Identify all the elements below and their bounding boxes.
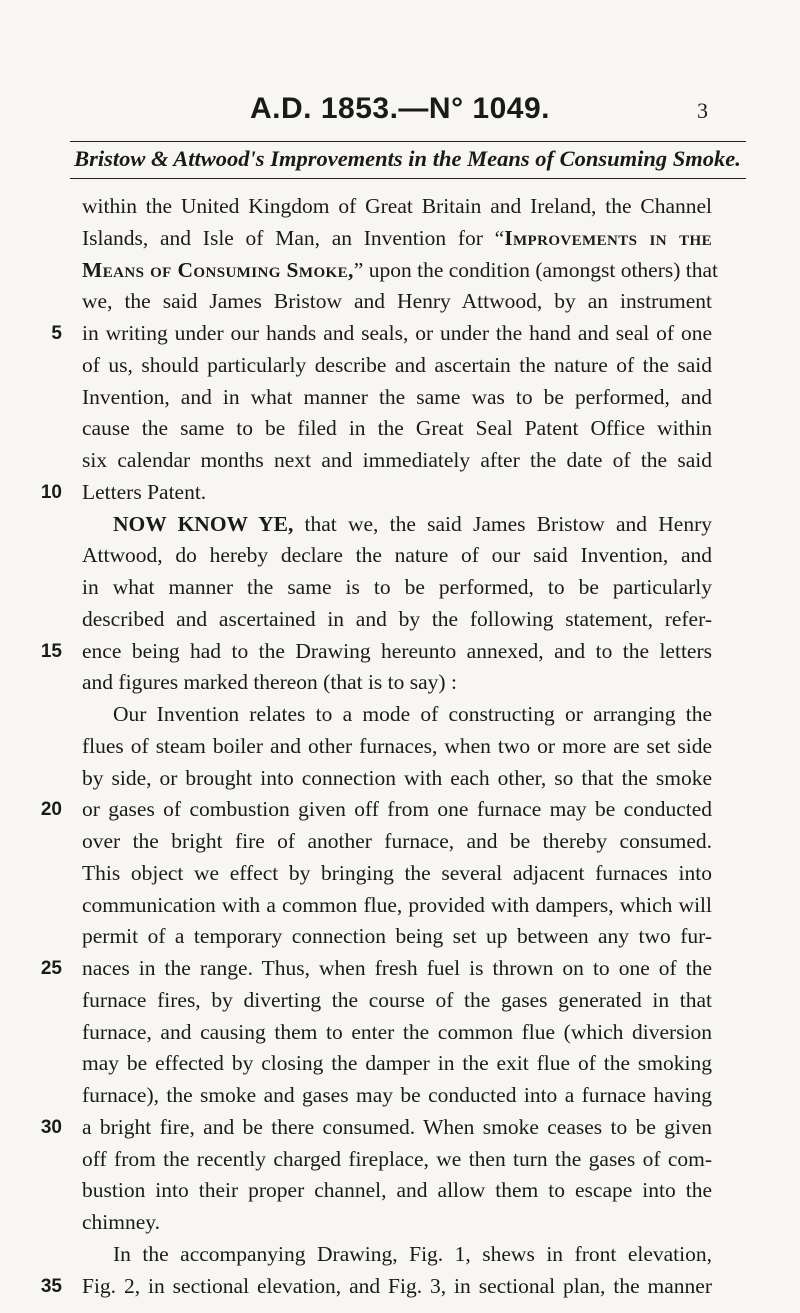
margin-line-number: 30	[40, 1116, 62, 1138]
line-text	[82, 223, 712, 255]
text-line	[0, 890, 800, 922]
now-know-ye-lead: NOW KNOW YE,	[113, 511, 294, 536]
text-line	[0, 763, 800, 795]
line-text: furnace), the smoke and gases may be conducted into a furnace having	[82, 1083, 712, 1107]
text-line	[0, 540, 800, 572]
header-rule-bottom	[70, 178, 746, 179]
page-number: 3	[697, 98, 708, 123]
margin-line-number: 15	[40, 640, 62, 662]
text-line	[0, 1048, 800, 1080]
line-text: within the United Kingdom of Great Britain and Ireland, the Channel	[82, 194, 712, 218]
line-text: furnace fires, by diverting the course of the gases generated in that	[82, 987, 712, 1012]
text-line	[0, 286, 800, 318]
line-text: Attwood, do hereby declare the nature of our said Invention, and	[82, 543, 712, 568]
line-text: by side, or brought into connection with each other, so that the smoke	[82, 765, 712, 790]
text-line	[0, 985, 800, 1017]
text-line	[0, 1207, 800, 1239]
line-text: off from the recently charged fireplace, we then turn the gases of com-	[82, 1146, 712, 1171]
invention-title-part: Improvements in the	[504, 225, 712, 250]
line-text: of us, should particularly describe and ascertain the nature of the said	[82, 352, 712, 377]
line-text: In the accompanying Drawing, Fig. 1, shews in front elevation,	[113, 1241, 712, 1266]
line-text: furnace, and causing them to enter the common flue (which diversion	[82, 1019, 712, 1044]
text-line	[0, 794, 800, 826]
line-text: Fig. 2, in sectional elevation, and Fig. 3, in sectional plan, the manner	[82, 1273, 712, 1298]
text-line	[0, 255, 800, 287]
text-line	[0, 509, 800, 541]
line-text: Our Invention relates to a mode of constructing or arranging the	[113, 702, 712, 726]
text-line	[0, 731, 800, 763]
text-line	[0, 477, 800, 509]
line-text-part: Islands, and Isle of Man, an Invention for “	[82, 225, 505, 250]
line-text: a bright fire, and be there consumed. When smoke ceases to be given	[82, 1114, 712, 1139]
text-line	[0, 604, 800, 636]
margin-line-number: 35	[40, 1275, 62, 1297]
text-line	[0, 667, 800, 699]
line-text: or gases of combustion given off from one furnace may be conducted	[82, 797, 712, 822]
text-line	[0, 413, 800, 445]
text-line	[0, 191, 800, 223]
text-line	[0, 826, 800, 858]
line-text: over the bright fire of another furnace, and be thereby consumed.	[82, 829, 712, 853]
line-text: bustion into their proper channel, and allow them to escape into the	[82, 1178, 712, 1203]
margin-line-number: 20	[40, 799, 62, 821]
text-line	[0, 382, 800, 414]
line-text: Letters Patent.	[82, 479, 207, 504]
margin-line-number: 25	[40, 958, 62, 979]
specification-text	[0, 191, 800, 1302]
text-line	[0, 1080, 800, 1112]
text-line	[0, 572, 800, 604]
text-line	[0, 318, 800, 350]
text-line	[0, 921, 800, 953]
margin-line-number: 5	[51, 323, 62, 344]
header-rule-top	[70, 141, 746, 142]
line-text: chimney.	[82, 1210, 161, 1234]
line-text: This object we effect by bringing the several adjacent furnaces into	[82, 860, 712, 885]
text-line	[0, 636, 800, 668]
line-text: six calendar months next and immediately after the date of the said	[82, 448, 712, 472]
line-text: may be effected by closing the damper in the exit flue of the smoking	[82, 1051, 712, 1076]
text-line	[0, 223, 800, 255]
text-line	[0, 445, 800, 477]
text-line	[0, 1271, 800, 1303]
text-line	[0, 953, 800, 985]
text-line	[0, 1112, 800, 1144]
text-line	[0, 699, 800, 731]
text-line	[0, 1144, 800, 1176]
page-header	[0, 92, 800, 142]
line-text: in writing under our hands and seals, or under the hand and seal of one	[82, 321, 712, 345]
line-text: naces in the range. Thus, when fresh fuel is thrown on to one of the	[82, 956, 712, 980]
line-text: permit of a temporary connection being set up between any two fur-	[82, 924, 712, 949]
text-line	[0, 1175, 800, 1207]
line-text: described and ascertained in and by the following statement, refer-	[82, 606, 712, 631]
text-line	[0, 1239, 800, 1271]
line-text: Invention, and in what manner the same was to be performed, and	[82, 384, 712, 409]
line-text: flues of steam boiler and other furnaces, when two or more are set side	[82, 733, 712, 758]
line-text	[82, 255, 719, 287]
patent-title: A.D. 1853.—N° 1049.	[250, 92, 550, 125]
line-text: in what manner the same is to be performed, to be particularly	[82, 575, 712, 599]
running-head: Bristow & Attwood's Improvements in the Means of Consuming Smoke.	[74, 146, 741, 171]
line-text: cause the same to be filed in the Great Seal Patent Office within	[82, 416, 712, 441]
line-text: and figures marked thereon (that is to say) :	[82, 670, 457, 695]
line-text: communication with a common flue, provided with dampers, which will	[82, 892, 712, 917]
text-line	[0, 1017, 800, 1049]
line-text: we, the said James Bristow and Henry Attwood, by an instrument	[82, 289, 712, 314]
line-text	[113, 509, 712, 541]
margin-line-number: 10	[40, 481, 62, 503]
text-line	[0, 350, 800, 382]
line-text: ence being had to the Drawing hereunto annexed, and to the letters	[82, 638, 712, 663]
text-line	[0, 858, 800, 890]
invention-title-part: Means of Consuming Smoke,	[82, 257, 354, 282]
line-text-part: that we, the said James Bristow and Henry	[293, 511, 712, 536]
line-text-part: ” upon the condition (amongst others) that	[353, 257, 719, 282]
